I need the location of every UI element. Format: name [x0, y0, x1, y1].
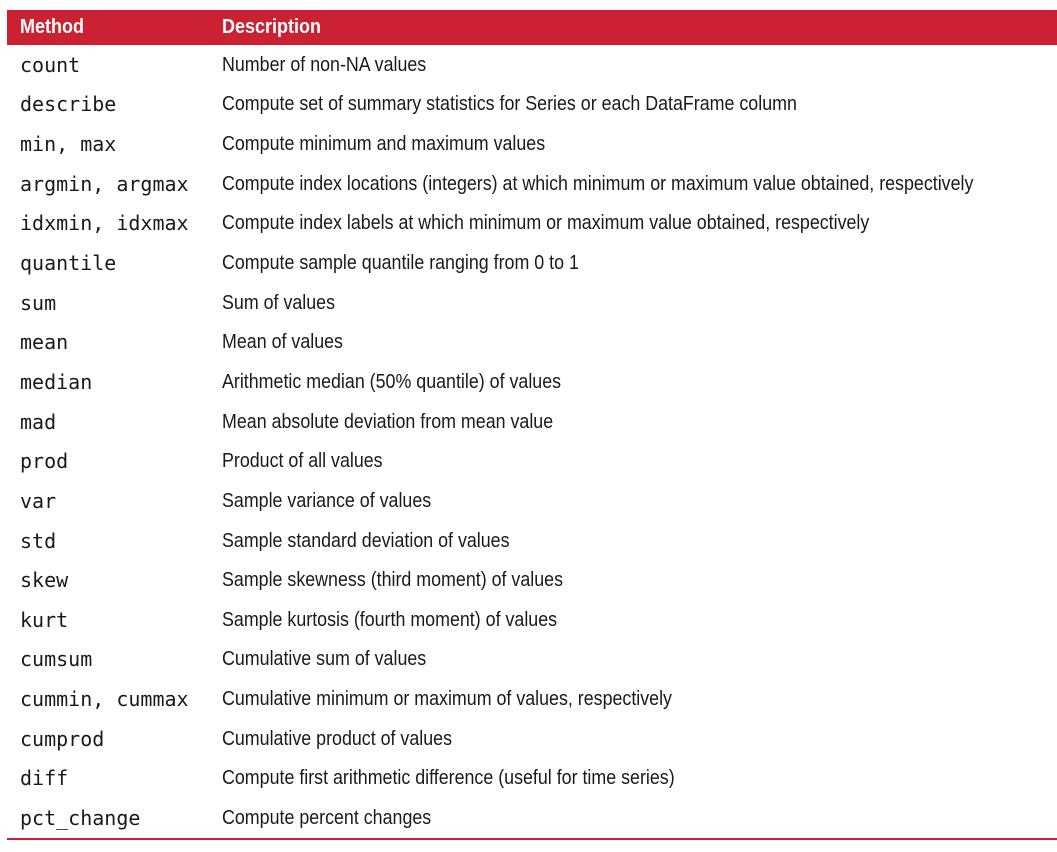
table-row	[7, 164, 1057, 204]
method-cell: var	[20, 488, 57, 513]
header-cell-description	[222, 16, 1057, 39]
method-cell: skew	[20, 568, 69, 593]
table-row	[7, 759, 1057, 799]
table-bottom-rule	[7, 838, 1057, 840]
description-cell: Product of all values	[222, 449, 383, 473]
table-row	[7, 679, 1057, 719]
method-cell: describe	[20, 92, 117, 117]
description-cell: Cumulative sum of values	[222, 647, 427, 671]
table-row	[7, 45, 1057, 85]
description-cell: Compute set of summary statistics for Series or each DataFrame column	[222, 92, 797, 116]
table-row	[7, 560, 1057, 600]
table-row	[7, 362, 1057, 402]
table-row	[7, 640, 1057, 680]
description-cell: Mean of values	[222, 330, 343, 354]
table-row	[7, 85, 1057, 125]
table-row	[7, 322, 1057, 362]
header-label-description: Description	[222, 16, 322, 38]
table-row	[7, 600, 1057, 640]
method-cell: mean	[20, 330, 69, 355]
method-cell: cumprod	[20, 726, 105, 751]
method-cell: quantile	[20, 251, 117, 276]
method-cell: prod	[20, 449, 69, 474]
method-cell: diff	[20, 766, 69, 791]
description-cell: Sum of values	[222, 290, 336, 314]
description-cell: Sample standard deviation of values	[222, 528, 510, 552]
header-cell-method	[7, 16, 222, 39]
method-cell: cumsum	[20, 647, 93, 672]
header-label-method: Method	[20, 16, 84, 38]
table-row	[7, 798, 1057, 838]
method-cell: sum	[20, 290, 57, 315]
description-cell: Cumulative product of values	[222, 726, 452, 750]
table-row	[7, 124, 1057, 164]
method-cell: mad	[20, 409, 57, 434]
method-cell: cummin, cummax	[20, 687, 189, 712]
method-cell: kurt	[20, 607, 69, 632]
stats-methods-table	[7, 10, 1057, 840]
description-cell: Compute percent changes	[222, 805, 432, 829]
table-row	[7, 481, 1057, 521]
table-row	[7, 719, 1057, 759]
description-cell: Compute index labels at which minimum or maximum value obtained, respectively	[222, 211, 870, 235]
description-cell: Compute index locations (integers) at which minimum or maximum value obtained, respectively	[222, 171, 974, 195]
method-cell: min, max	[20, 132, 117, 157]
description-cell: Cumulative minimum or maximum of values, respectively	[222, 687, 672, 711]
table-row	[7, 402, 1057, 442]
method-cell: idxmin, idxmax	[20, 211, 189, 236]
table-row	[7, 204, 1057, 244]
description-cell: Number of non-NA values	[222, 52, 427, 76]
description-cell: Mean absolute deviation from mean value	[222, 409, 554, 433]
description-cell: Sample skewness (third moment) of values	[222, 568, 563, 592]
table-row	[7, 521, 1057, 561]
table-header-row	[7, 10, 1057, 45]
description-cell: Arithmetic median (50% quantile) of values	[222, 369, 562, 393]
description-cell: Compute sample quantile ranging from 0 to 1	[222, 251, 579, 275]
method-cell: count	[20, 52, 81, 77]
table-row	[7, 441, 1057, 481]
method-cell: pct_change	[20, 805, 141, 830]
description-cell: Sample kurtosis (fourth moment) of values	[222, 607, 558, 631]
description-cell: Compute minimum and maximum values	[222, 132, 546, 156]
description-cell: Sample variance of values	[222, 488, 432, 512]
method-cell: median	[20, 369, 93, 394]
table-row	[7, 283, 1057, 323]
method-cell: argmin, argmax	[20, 171, 189, 196]
description-cell: Compute first arithmetic difference (useful for time series)	[222, 766, 675, 790]
table-row	[7, 243, 1057, 283]
method-cell: std	[20, 528, 57, 553]
